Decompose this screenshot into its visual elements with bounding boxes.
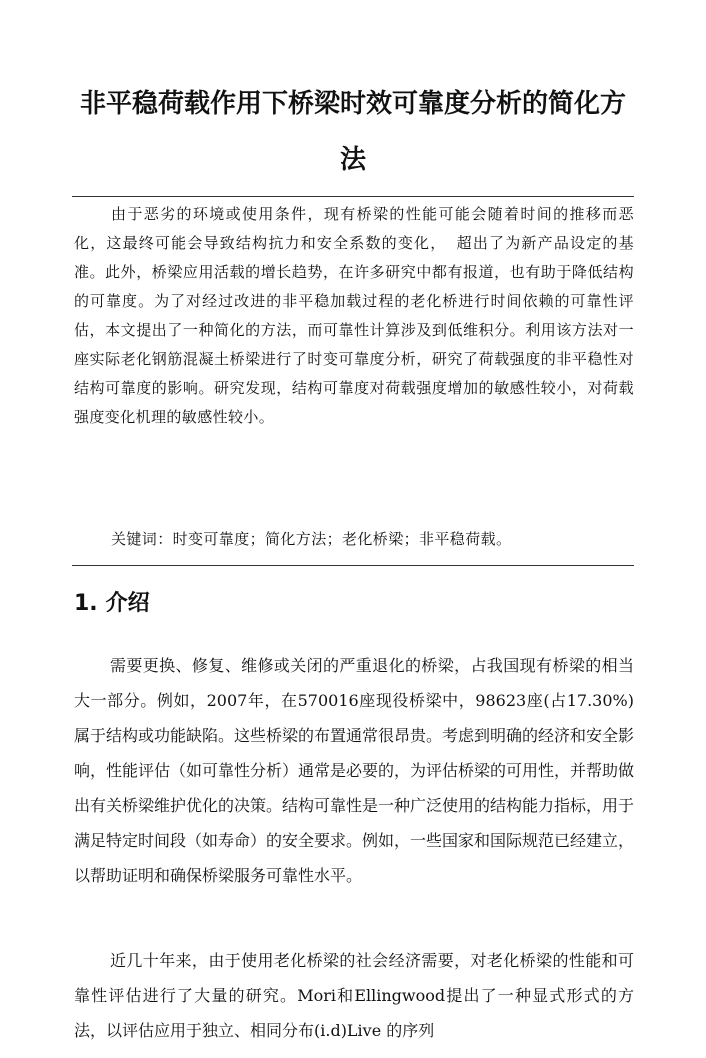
paper-title: 非平稳荷载作用下桥梁时效可靠度分析的简化方法 — [79, 89, 626, 175]
section-heading-introduction — [74, 586, 150, 622]
section-number: 1. — [74, 591, 98, 616]
abstract-text: 由于恶劣的环境或使用条件，现有桥梁的性能可能会随着时间的推移而恶化，这最终可能会导致结构抗力和安全系数的变化， 超出了为新产品设定的基准。此外，桥梁应用活载的增长趋势，在许多研究中都有报道，也有助于降低结构的可靠度。为了对经过改进的非平稳加载过程的老化桥进行时间依赖的可靠性评估，本文提出了一种简化的方法，而可靠性计算涉及到低维积分。利用该方法对一座实际老化钢筋混凝土桥梁进行了时变可靠度分析，研究了荷载强度的非平稳性对结构可靠度的影响。研究发现，结构可靠度对荷载强度增加的敏感性较小，对荷载强度变化机理的敏感性较小。 — [74, 205, 634, 426]
body-paragraph-1: 需要更换、修复、维修或关闭的严重退化的桥梁，占我国现有桥梁的相当大一部分。例如，2007年，在570016座现役桥梁中，98623座(占17.30%)属于结构或功能缺陷。这些桥梁的布置通常很昂贵。考虑到明确的经济和安全影响，性能评估（如可靠性分析）通常是必要的，为评估桥梁的可用性，并帮助做出有关桥梁维护优化的决策。结构可靠性是一种广泛使用的结构能力指标，用于满足特定时间段（如寿命）的安全要求。例如，一些国家和国际规范已经建立，以帮助证明和确保桥梁服务可靠性水平。 — [74, 656, 635, 885]
keywords-line: 关键词：时变可靠度；简化方法；老化桥梁；非平稳荷载。 — [111, 530, 512, 548]
section-title: 介绍 — [105, 591, 150, 616]
abstract-top-rule — [72, 196, 634, 197]
body-paragraph-2: 近几十年来，由于使用老化桥梁的社会经济需要，对老化桥梁的性能和可靠性评估进行了大量的研究。Mori和Ellingwood提出了一种显式形式的方法，以评估应用于独立、相同分布(i.d)Live 的序列 — [74, 951, 634, 1040]
abstract-bottom-rule — [72, 565, 634, 566]
